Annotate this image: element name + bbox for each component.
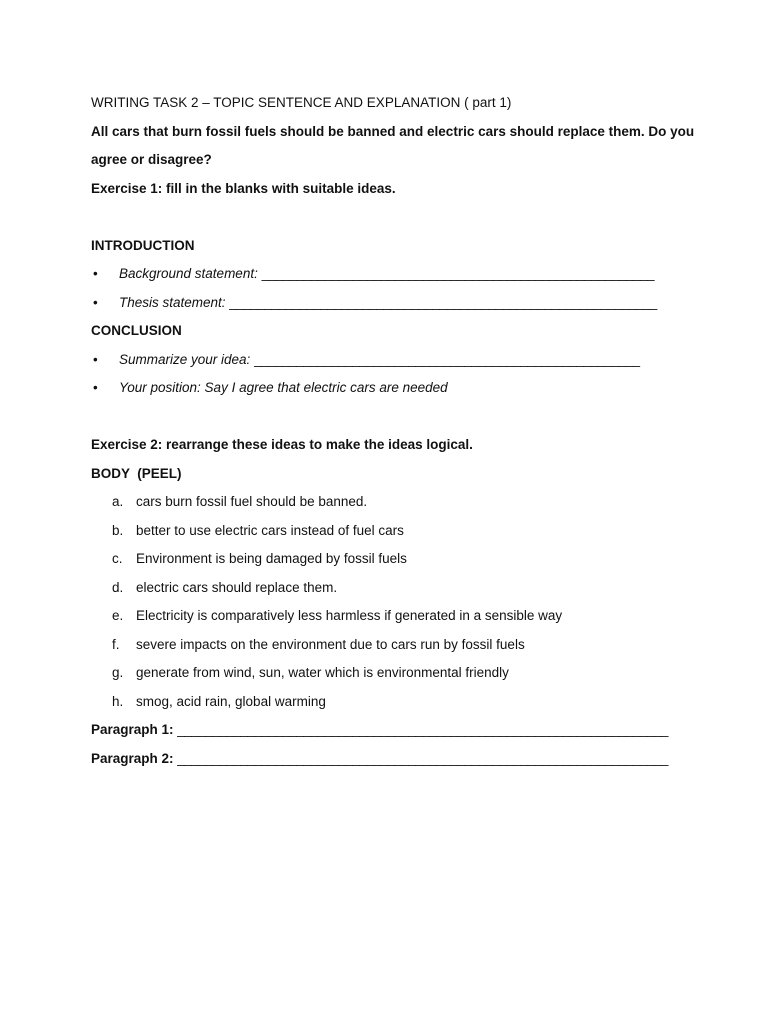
item-text: electric cars should replace them. xyxy=(136,579,338,595)
item-text: generate from wind, sun, water which is environmental friendly xyxy=(136,665,509,680)
list-item xyxy=(91,264,691,293)
item-label: a. xyxy=(112,494,124,509)
bullet-icon: • xyxy=(93,266,98,281)
item-label: b. xyxy=(112,522,124,538)
list-item xyxy=(91,293,691,322)
list-item xyxy=(91,663,691,692)
paragraph-1-row xyxy=(91,720,691,749)
item-label: f. xyxy=(112,636,120,652)
item-label: e. xyxy=(112,608,124,623)
conclusion-heading: CONCLUSION xyxy=(91,323,182,338)
list-item xyxy=(91,692,691,721)
task-title: WRITING TASK 2 – TOPIC SENTENCE AND EXPLANATION ( part 1) xyxy=(91,95,512,110)
body-heading: BODY (PEEL) xyxy=(91,465,182,481)
item-text: cars burn fossil fuel should be banned. xyxy=(136,494,368,509)
your-position-text: Your position: Say I agree that electric cars are needed xyxy=(119,380,448,395)
thesis-statement-label: Thesis statement: xyxy=(119,294,230,310)
item-text: better to use electric cars instead of fuel cars xyxy=(136,522,404,538)
list-item xyxy=(91,350,691,379)
paragraph-2-label: Paragraph 2: xyxy=(91,750,178,766)
item-text: smog, acid rain, global warming xyxy=(136,693,326,709)
item-text: Environment is being damaged by fossil fuels xyxy=(136,551,407,566)
background-statement-label: Background statement: xyxy=(119,266,262,281)
bullet-icon: • xyxy=(93,351,98,367)
list-item xyxy=(91,635,691,664)
thesis-statement-blank: _____________________________________________________________ xyxy=(229,294,657,310)
prompt-line-2: agree or disagree? xyxy=(91,152,212,167)
background-statement-blank: ________________________________________________________ xyxy=(261,266,655,281)
list-item xyxy=(91,549,691,578)
spacer xyxy=(91,207,691,236)
paragraph-2-row xyxy=(91,749,691,778)
bullet-icon: • xyxy=(93,294,98,310)
list-item xyxy=(91,521,691,550)
spacer xyxy=(91,407,691,436)
bullet-icon: • xyxy=(93,380,98,395)
item-label: d. xyxy=(112,579,124,595)
list-item xyxy=(91,578,691,607)
list-item xyxy=(91,378,691,407)
list-item xyxy=(91,606,691,635)
item-label: h. xyxy=(112,693,124,709)
document-page xyxy=(91,93,695,777)
exercise-2-instruction: Exercise 2: rearrange these ideas to make the ideas logical. xyxy=(91,437,473,452)
exercise-1-instruction: Exercise 1: fill in the blanks with suitable ideas. xyxy=(91,180,396,196)
paragraph-1-blank: ______________________________________________________________________ xyxy=(177,722,668,737)
item-label: c. xyxy=(112,551,123,566)
summarize-idea-label: Summarize your idea: xyxy=(119,351,255,367)
prompt-line-1: All cars that burn fossil fuels should be banned and electric cars should replace them. Do you xyxy=(91,123,695,139)
paragraph-1-label: Paragraph 1: xyxy=(91,722,178,737)
paragraph-2-blank: ______________________________________________________________________ xyxy=(177,750,668,766)
item-text: severe impacts on the environment due to cars run by fossil fuels xyxy=(136,636,525,652)
item-text: Electricity is comparatively less harmless if generated in a sensible way xyxy=(136,608,563,623)
introduction-heading: INTRODUCTION xyxy=(91,237,195,253)
summarize-idea-blank: _______________________________________________________ xyxy=(254,351,640,367)
item-label: g. xyxy=(112,665,124,680)
list-item xyxy=(91,492,691,521)
